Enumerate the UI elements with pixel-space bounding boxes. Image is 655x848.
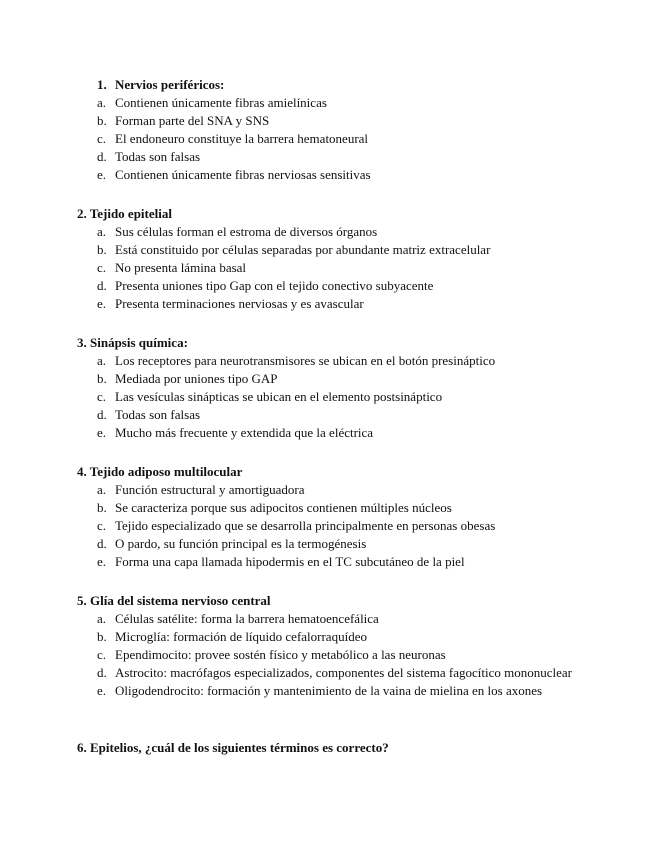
option-letter: e. [97,167,107,182]
option-text: Contienen únicamente fibras amielínicas [115,95,327,110]
option-item [0,112,655,130]
option-text: Presenta uniones tipo Gap con el tejido conectivo subyacente [115,278,434,293]
question-3 [0,334,655,442]
options-list [0,94,655,184]
question-6 [0,739,655,757]
question-2 [0,205,655,313]
option-text: Los receptores para neurotransmisores se ubican en el botón presináptico [115,353,496,368]
question-title-text: Nervios periféricos: [115,77,225,92]
option-letter: d. [97,278,107,293]
option-text: Mucho más frecuente y extendida que la eléctrica [115,425,374,440]
option-letter: d. [97,149,107,164]
question-4 [0,463,655,571]
option-letter: c. [97,131,107,146]
options-list [0,352,655,442]
option-letter: d. [97,665,107,680]
option-item [0,682,655,700]
option-item [0,166,655,184]
question-title-text: Glía del sistema nervioso central [90,593,271,608]
option-letter: b. [97,629,107,644]
option-letter: b. [97,500,107,515]
option-letter: c. [97,518,107,533]
option-item [0,295,655,313]
question-title [0,592,655,610]
option-letter: b. [97,113,107,128]
option-letter: a. [97,353,107,368]
question-title-text: Epitelios, ¿cuál de los siguientes términos es correcto? [90,740,389,755]
option-text: Se caracteriza porque sus adipocitos contienen múltiples núcleos [115,500,452,515]
option-letter: e. [97,296,107,311]
option-text: Función estructural y amortiguadora [115,482,305,497]
option-letter: e. [97,554,107,569]
options-list [0,223,655,313]
option-text: Está constituido por células separadas por abundante matriz extracelular [115,242,491,257]
option-letter: b. [97,242,107,257]
question-number: 5. [77,593,87,608]
option-item [0,388,655,406]
option-text: Presenta terminaciones nerviosas y es avascular [115,296,364,311]
question-title [0,463,655,481]
option-text: Forman parte del SNA y SNS [115,113,270,128]
option-item [0,424,655,442]
option-letter: c. [97,389,107,404]
option-item [0,646,655,664]
option-text: Todas son falsas [115,407,201,422]
option-item [0,664,655,682]
option-item [0,277,655,295]
option-item [0,259,655,277]
option-text: Contienen únicamente fibras nerviosas sensitivas [115,167,371,182]
option-item [0,610,655,628]
option-item [0,94,655,112]
option-item [0,148,655,166]
option-item [0,499,655,517]
option-letter: c. [97,260,107,275]
option-text: Las vesículas sinápticas se ubican en el elemento postsináptico [115,389,443,404]
option-letter: d. [97,536,107,551]
option-text: Mediada por uniones tipo GAP [115,371,278,386]
option-item [0,517,655,535]
option-letter: b. [97,371,107,386]
option-item [0,628,655,646]
option-item [0,406,655,424]
option-letter: e. [97,683,107,698]
question-1 [0,76,655,184]
option-item [0,553,655,571]
option-item [0,370,655,388]
question-number: 2. [77,206,87,221]
option-letter: a. [97,482,107,497]
option-text: Forma una capa llamada hipodermis en el TC subcutáneo de la piel [115,554,465,569]
question-title-text: Tejido adiposo multilocular [89,464,243,479]
option-text: Tejido especializado que se desarrolla principalmente en personas obesas [115,518,496,533]
options-list [0,481,655,571]
option-item [0,130,655,148]
question-title [0,76,655,94]
question-title-text: Sinápsis química: [90,335,188,350]
option-text: No presenta lámina basal [115,260,247,275]
question-number: 4. [77,464,87,479]
question-title-text: Tejido epitelial [89,206,172,221]
question-number: 3. [77,335,87,350]
option-item [0,535,655,553]
option-text: Astrocito: macrófagos especializados, componentes del sistema fagocítico mononuclear [115,665,573,680]
question-number: 6. [77,740,87,755]
option-text: Microglía: formación de líquido cefalorraquídeo [115,629,367,644]
options-list [0,610,655,700]
option-letter: a. [97,611,107,626]
option-text: El endoneuro constituye la barrera hematoneural [115,131,369,146]
option-item [0,223,655,241]
option-letter: e. [97,425,107,440]
option-letter: d. [97,407,107,422]
question-number: 1. [97,77,107,92]
question-title [0,205,655,223]
option-letter: a. [97,95,107,110]
option-letter: c. [97,647,107,662]
option-text: Ependimocito: provee sostén físico y metabólico a las neuronas [115,647,446,662]
option-text: O pardo, su función principal es la termogénesis [115,536,367,551]
question-title [0,334,655,352]
option-text: Células satélite: forma la barrera hematoencefálica [115,611,379,626]
option-text: Oligodendrocito: formación y mantenimiento de la vaina de mielina en los axones [115,683,543,698]
question-5 [0,592,655,700]
option-letter: a. [97,224,107,239]
option-item [0,352,655,370]
option-text: Todas son falsas [115,149,201,164]
option-text: Sus células forman el estroma de diversos órganos [115,224,378,239]
question-title [0,739,655,757]
option-item [0,241,655,259]
option-item [0,481,655,499]
